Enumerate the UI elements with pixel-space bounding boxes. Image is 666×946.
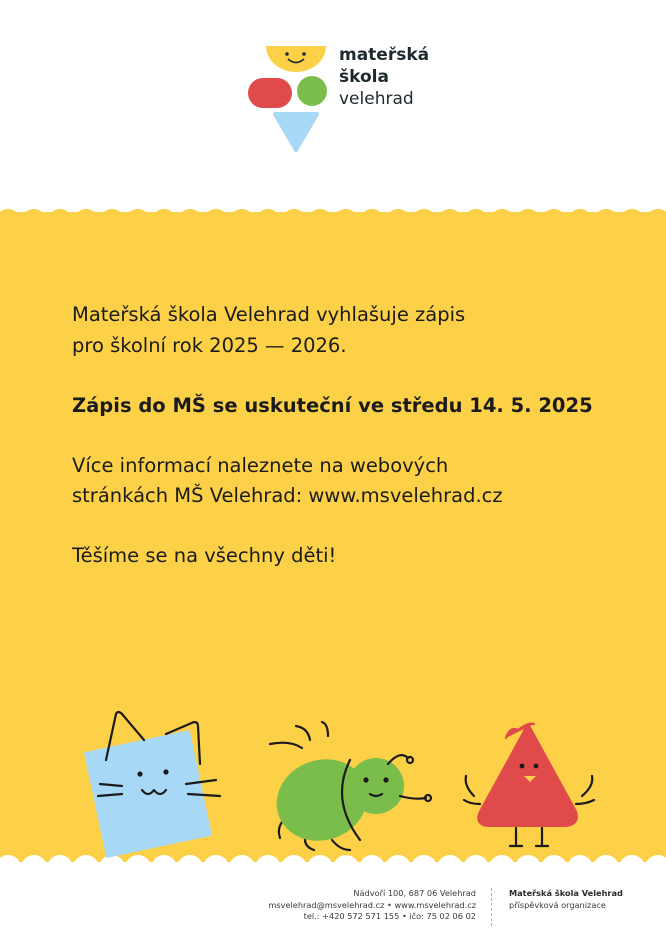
footer-organization: [509, 888, 659, 911]
footer-divider: [491, 888, 492, 926]
critters-illustration: [70, 700, 630, 860]
logo-blue-triangle-icon: [275, 114, 317, 150]
announcement-line-2: pro školní rok 2025 — 2026.: [72, 334, 347, 357]
beetle-icon: [265, 722, 431, 853]
footer-org-type: příspěvková organizace: [509, 899, 606, 910]
footer-phone-ico: tel.: +420 572 571 155 • ičo: 75 02 06 02: [303, 911, 476, 921]
enrollment-date: Zápis do MŠ se uskuteční ve středu 14. 5. 2025: [72, 394, 593, 417]
closing-line: Těšíme se na všechny děti!: [72, 544, 337, 567]
logo-red-capsule-icon: [248, 78, 292, 108]
footer-org-name: Mateřská škola Velehrad: [509, 888, 623, 898]
scallop-edge-top: [0, 200, 666, 224]
info-line-1: Více informací naleznete na webových: [72, 454, 449, 477]
logo-green-circle-icon: [297, 76, 327, 106]
cat-icon: [84, 712, 220, 858]
logo-sun-icon: [266, 46, 326, 72]
logo-line-1: mateřská: [339, 45, 430, 65]
logo-wordmark: [339, 44, 429, 110]
announcement-line-1: Mateřská škola Velehrad vyhlašuje zápis: [72, 303, 466, 326]
logo-line-3: velehrad: [339, 89, 414, 109]
info-line-2: stránkách MŠ Velehrad: www.msvelehrad.cz: [72, 484, 503, 507]
footer-contact: [240, 888, 476, 923]
logo-line-2: škola: [339, 67, 389, 87]
footer-email-web: msvelehrad@msvelehrad.cz • www.msvelehrad.cz: [268, 899, 476, 910]
bird-icon: [464, 724, 594, 846]
footer-address: Nádvoří 100, 687 06 Velehrad: [353, 888, 476, 898]
